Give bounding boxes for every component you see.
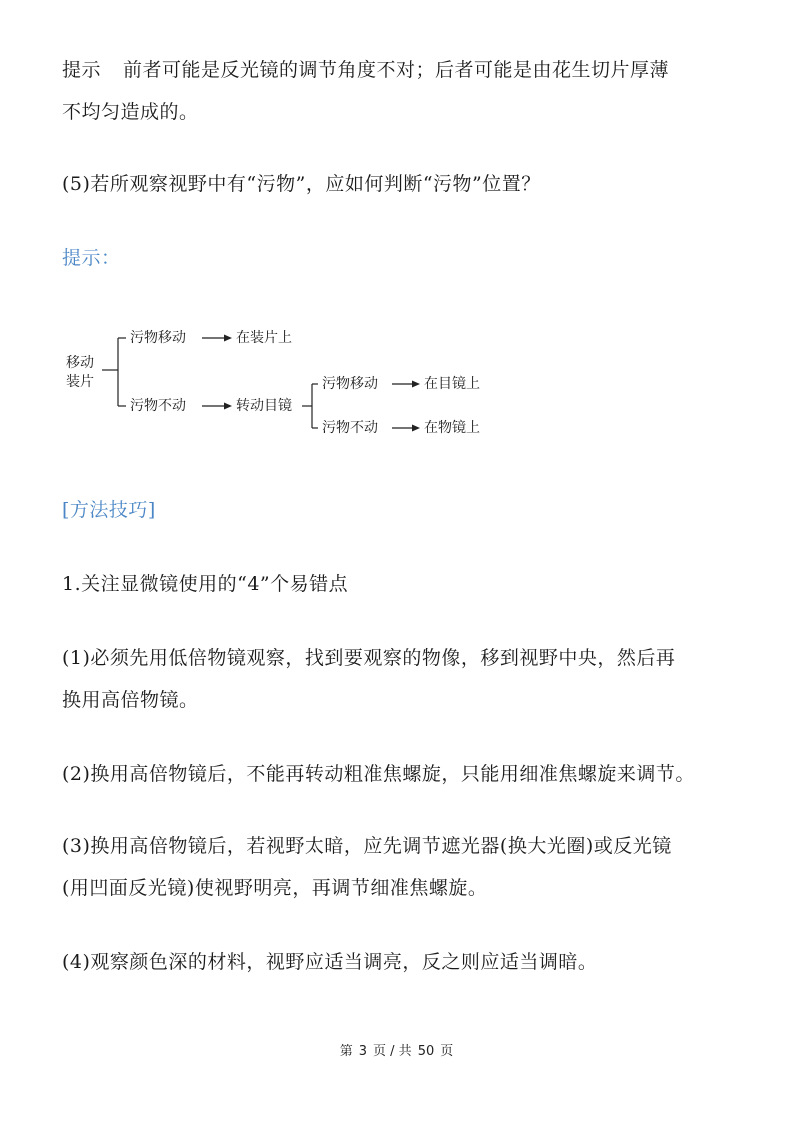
diagram-branch-moving: 污物移动 <box>130 330 186 346</box>
debris-location-diagram <box>62 318 502 448</box>
hint2-label: 提示： <box>62 247 121 269</box>
item-3-line2: (用凹面反光镜)使视野明亮，再调节细准焦螺旋。 <box>62 877 488 899</box>
item-3-line1: (3)换用高倍物镜后，若视野太暗，应先调节遮光器(换大光圈)或反光镜 <box>62 835 672 857</box>
hint-label: 提示 <box>62 59 102 81</box>
item-4-line1: (4)观察颜色深的材料，视野应适当调亮，反之则应适当调暗。 <box>62 951 598 973</box>
diagram-result-eyepiece: 在目镜上 <box>424 376 480 392</box>
hint-paragraph-line2: 不均匀造成的。 <box>62 101 199 123</box>
footer-mid: 页 / 共 <box>373 1044 412 1059</box>
diagram-branch-not-moving: 污物不动 <box>130 398 186 414</box>
item-1-line2: 换用高倍物镜。 <box>62 689 199 711</box>
diagram-root-line1: 移动 <box>66 355 94 371</box>
diagram-result-slide: 在装片上 <box>236 330 292 346</box>
diagram-root-line2: 装片 <box>66 374 94 390</box>
section-title: [方法技巧] <box>62 499 156 521</box>
footer-page-number: 3 <box>358 1044 368 1059</box>
question-5: (5)若所观察视野中有“污物”，应如何判断“污物”位置？ <box>62 173 541 195</box>
item-1-line1: (1)必须先用低倍物镜观察，找到要观察的物像，移到视野中央，然后再 <box>62 647 676 669</box>
diagram-rotate-eyepiece: 转动目镜 <box>236 398 292 414</box>
hint-paragraph-line1 <box>62 58 669 82</box>
point-1-title: 1.关注显微镜使用的“4”个易错点 <box>62 573 349 595</box>
diagram-sub-not-moving: 污物不动 <box>322 420 378 436</box>
footer-prefix: 第 <box>339 1044 353 1059</box>
diagram-sub-moving: 污物移动 <box>322 376 378 392</box>
page-footer <box>0 1040 793 1059</box>
item-2-line1: (2)换用高倍物镜后，不能再转动粗准焦螺旋，只能用细准焦螺旋来调节。 <box>62 763 695 785</box>
footer-suffix: 页 <box>440 1044 454 1059</box>
hint-text-1: 前者可能是反光镜的调节角度不对；后者可能是由花生切片厚薄 <box>123 59 670 81</box>
diagram-result-objective: 在物镜上 <box>424 420 480 436</box>
footer-total-pages: 50 <box>417 1044 435 1059</box>
